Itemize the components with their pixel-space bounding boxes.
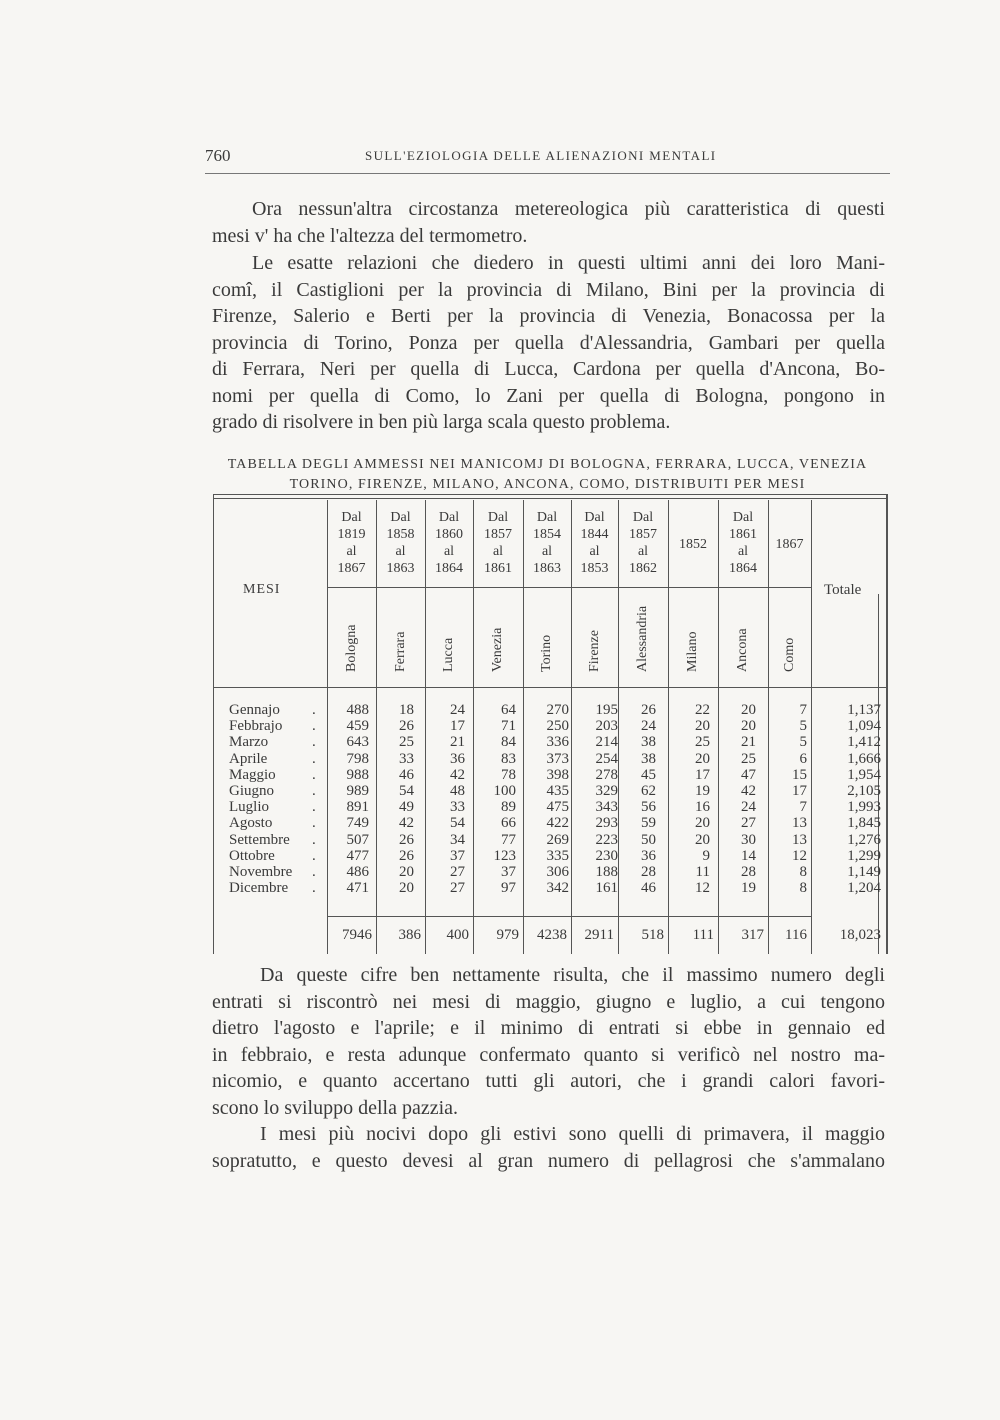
column-period: Dal <box>487 510 509 525</box>
table-cell: 8 <box>799 864 807 880</box>
table-top-rule <box>213 494 888 495</box>
column-total: 979 <box>496 927 519 943</box>
table-cell: 5 <box>799 734 807 751</box>
table-cell: 37 <box>450 847 465 864</box>
column-period: al <box>443 544 455 559</box>
grand-total: 18,023 <box>839 927 881 943</box>
table-cell: 188 <box>595 864 618 880</box>
month-label: Agosto <box>229 815 273 832</box>
column-total: 386 <box>398 927 421 943</box>
table-cell: 28 <box>741 864 756 880</box>
table-cell: 20 <box>399 880 414 897</box>
table-cell: 342 <box>546 880 569 897</box>
table-cell: 24 <box>641 718 656 735</box>
table-cell: 422 <box>546 815 569 832</box>
column-total: 317 <box>741 927 764 943</box>
paragraph-3 <box>212 962 885 1121</box>
row-total: 1,993 <box>847 799 881 816</box>
table-cell: 17 <box>695 766 710 783</box>
month-label: Aprile <box>229 750 268 767</box>
column-period: 1863 <box>386 561 415 576</box>
row-total: 1,845 <box>847 815 881 832</box>
table-cell: 293 <box>595 815 618 832</box>
column-total: 111 <box>692 927 714 943</box>
text-line: in febbraio, e resta adunque confermato quanto si verificò nel nostro ma- <box>212 1043 885 1066</box>
table-cell: 13 <box>792 831 807 848</box>
leader-dot: . <box>312 702 316 718</box>
text-line: entrati si riscontrò nei mesi di maggio, giugno e luglio, a cui tengono <box>212 990 885 1013</box>
table-cell: 37 <box>501 864 516 880</box>
table-cell: 20 <box>695 815 710 832</box>
table-cell: 7 <box>799 799 807 816</box>
table-cell: 24 <box>450 702 465 718</box>
text-line: sopratutto, e questo devesi al gran numero di pellagrosi che s'ammalano <box>212 1149 885 1172</box>
table-cell: 278 <box>595 766 618 783</box>
table-cell: 477 <box>346 847 369 864</box>
paragraph-1 <box>212 196 885 249</box>
row-total: 1,137 <box>847 702 881 718</box>
column-period: Dal <box>632 510 654 525</box>
column-period: al <box>492 544 504 559</box>
table-cell: 30 <box>741 831 756 848</box>
table-cell: 97 <box>501 880 516 897</box>
row-total: 1,412 <box>847 734 881 751</box>
table-cell: 214 <box>595 734 618 751</box>
column-period: 1861 <box>729 527 757 542</box>
column-period: al <box>541 544 553 559</box>
month-label: Luglio <box>229 799 269 816</box>
leader-dot: . <box>312 864 316 880</box>
table-cell: 77 <box>501 831 516 848</box>
table-cell: 20 <box>741 702 756 718</box>
table-cell: 59 <box>641 815 656 832</box>
table-cell: 7 <box>799 702 807 718</box>
text-line: nicomio, e quanto accertano tutti gli autori, che i grandi calori favori- <box>212 1070 885 1092</box>
row-total: 1,094 <box>847 718 881 735</box>
column-place-name: Firenze <box>586 630 602 672</box>
column-period: Dal <box>438 510 460 525</box>
table-cell: 36 <box>450 750 465 767</box>
text-line: Le esatte relazioni che diedero in questi ultimi anni dei loro Mani- <box>252 252 885 274</box>
header-rule <box>205 173 890 174</box>
table-cell: 749 <box>346 815 369 832</box>
column-total: 7946 <box>342 927 372 943</box>
table-cell: 798 <box>346 750 369 767</box>
table-cell: 21 <box>741 734 756 751</box>
column-period: 1863 <box>533 561 561 576</box>
table-cell: 33 <box>399 750 414 767</box>
table-right-rule <box>886 494 888 954</box>
column-period: al <box>737 544 749 559</box>
text-line: di Ferrara, Neri per quella di Lucca, Cardona per quella d'Ancona, Bo- <box>212 358 885 380</box>
table-cell: 38 <box>641 734 656 751</box>
table-cell: 9 <box>702 847 710 864</box>
leader-dot: . <box>312 831 316 848</box>
column-period: 1853 <box>580 561 609 576</box>
table-cell: 25 <box>741 750 756 767</box>
row-total: 1,204 <box>847 880 881 897</box>
table-cell: 15 <box>792 766 807 783</box>
table-cell: 459 <box>346 718 369 735</box>
table-cell: 336 <box>546 734 569 751</box>
table-cell: 19 <box>695 783 710 799</box>
column-period: Dal <box>536 510 558 525</box>
running-title: SULL'EZIOLOGIA DELLE ALIENAZIONI MENTALI <box>365 148 717 163</box>
month-label: Ottobre <box>229 847 275 864</box>
table-cell: 254 <box>595 750 618 767</box>
column-total: 4238 <box>537 927 567 943</box>
table-cell: 49 <box>399 799 414 816</box>
table-cell: 17 <box>792 783 807 799</box>
column-period: 1854 <box>533 527 561 542</box>
table-cell: 488 <box>346 702 369 718</box>
admissions-table <box>213 494 888 954</box>
table-cell: 643 <box>346 734 369 751</box>
table-cell: 83 <box>501 750 516 767</box>
leader-dot: . <box>312 734 316 751</box>
table-cell: 891 <box>346 799 369 816</box>
header-bottom-rule <box>213 687 888 688</box>
table-cell: 27 <box>450 880 465 897</box>
column-place-name: Venezia <box>490 627 505 672</box>
table-cell: 161 <box>595 880 618 897</box>
month-label: Marzo <box>229 734 269 751</box>
table-cell: 306 <box>546 864 569 880</box>
table-cell: 223 <box>595 831 618 848</box>
table-cell: 42 <box>399 815 414 832</box>
column-period: 1864 <box>435 561 463 576</box>
table-cell: 16 <box>695 799 710 816</box>
text-line: comî, il Castiglioni per la provincia di Milano, Bini per la provincia di <box>212 278 885 301</box>
table-caption-line-1: TABELLA DEGLI AMMESSI NEI MANICOMJ DI BOLOGNA, FERRARA, LUCCA, VENEZIA <box>227 457 868 472</box>
table-cell: 34 <box>450 831 465 848</box>
page-number: 760 <box>205 146 231 165</box>
column-period: al <box>637 544 649 559</box>
table-cell: 26 <box>641 702 656 718</box>
month-label: Settembre <box>229 831 290 848</box>
column-period: 1844 <box>580 527 609 542</box>
table-cell: 270 <box>546 702 569 718</box>
table-cell: 28 <box>641 864 656 880</box>
table-cell: 22 <box>695 702 710 718</box>
table-cell: 335 <box>546 847 569 864</box>
table-cell: 33 <box>450 799 465 816</box>
table-cell: 46 <box>399 766 414 783</box>
table-cell: 25 <box>695 734 710 751</box>
text-line: dietro l'agosto e l'aprile; e il minimo di entrati si ebbe in gennaio ed <box>212 1017 885 1039</box>
table-cell: 71 <box>501 718 516 735</box>
table-cell: 66 <box>501 815 516 832</box>
row-total: 1,149 <box>847 864 881 880</box>
row-total: 1,299 <box>847 847 881 864</box>
column-period: 1852 <box>679 537 707 552</box>
table-cell: 27 <box>741 815 756 832</box>
table-cell: 230 <box>595 847 618 864</box>
column-total: 400 <box>446 927 469 943</box>
column-period: 1819 <box>337 527 366 542</box>
column-separator <box>811 500 812 954</box>
text-line: Ora nessun'altra circostanza metereologica più caratteristica di questi <box>252 198 885 220</box>
table-cell: 26 <box>399 831 414 848</box>
table-cell: 21 <box>450 734 465 751</box>
column-period: 1858 <box>386 527 415 542</box>
table-cell: 20 <box>399 864 414 880</box>
text-line: mesi v' ha che l'altezza del termometro. <box>212 224 528 247</box>
table-cell: 42 <box>741 783 756 799</box>
column-total: 518 <box>641 927 664 943</box>
running-head <box>205 146 885 168</box>
column-total: 2911 <box>584 927 614 943</box>
table-cell: 123 <box>493 847 516 864</box>
table-cell: 203 <box>595 718 618 735</box>
table-cell: 471 <box>346 880 369 897</box>
leader-dot: . <box>312 847 316 864</box>
table-cell: 195 <box>595 702 618 718</box>
table-cell: 8 <box>799 880 807 897</box>
text-line: grado di risolvere in ben più larga scala questo problema. <box>212 411 671 433</box>
column-period: 1862 <box>629 561 657 576</box>
table-cell: 343 <box>595 799 618 816</box>
table-cell: 89 <box>501 799 516 816</box>
row-total: 1,276 <box>847 831 881 848</box>
table-cell: 62 <box>641 783 656 799</box>
month-label: Maggio <box>229 766 276 783</box>
table-cell: 19 <box>741 880 756 897</box>
header-mid-rule <box>327 587 811 588</box>
table-cell: 988 <box>346 766 369 783</box>
table-cell: 475 <box>546 799 569 816</box>
month-label: Giugno <box>229 783 274 799</box>
column-place-name: Ferrara <box>392 631 408 672</box>
leader-dot: . <box>312 783 316 799</box>
table-cell: 989 <box>346 783 369 799</box>
column-total: 116 <box>785 927 807 943</box>
text-line: Da queste cifre ben nettamente risulta, che il massimo numero degli <box>260 964 885 986</box>
table-caption-line-2: TORINO, FIRENZE, MILANO, ANCONA, COMO, DISTRIBUITI PER MESI <box>289 477 806 492</box>
table-cell: 27 <box>450 864 465 880</box>
text-line: nomi per quella di Como, lo Zani per quella di Bologna, pongono in <box>212 384 885 407</box>
table-cell: 11 <box>695 864 710 880</box>
table-cell: 47 <box>741 766 756 783</box>
column-period: Dal <box>390 510 411 525</box>
column-place-name: Lucca <box>441 637 456 672</box>
table-cell: 64 <box>501 702 516 718</box>
column-period: 1861 <box>484 561 512 576</box>
month-label: Novembre <box>229 864 293 880</box>
table-cell: 398 <box>546 766 569 783</box>
table-cell: 329 <box>595 783 618 799</box>
table-cell: 45 <box>641 766 656 783</box>
month-label: Dicembre <box>229 880 289 897</box>
table-cell: 25 <box>399 734 414 751</box>
column-period: al <box>589 544 600 559</box>
column-place-name: Bologna <box>343 624 359 672</box>
table-left-rule <box>213 494 214 954</box>
table-cell: 12 <box>695 880 710 897</box>
table-cell: 17 <box>450 718 465 735</box>
column-period: al <box>395 544 406 559</box>
table-cell: 250 <box>546 718 569 735</box>
table-cell: 26 <box>399 718 414 735</box>
table-cell: 54 <box>450 815 465 832</box>
table-cell: 56 <box>641 799 656 816</box>
column-period: al <box>346 544 357 559</box>
row-total: 2,105 <box>847 783 881 799</box>
table-cell: 38 <box>641 750 656 767</box>
table-cell: 48 <box>450 783 465 799</box>
text-line: Firenze, Salerio e Berti per la provincia di Venezia, Bonacossa per la <box>212 305 885 327</box>
table-cell: 20 <box>695 831 710 848</box>
leader-dot: . <box>312 718 316 735</box>
table-cell: 84 <box>501 734 516 751</box>
month-label: Gennajo <box>229 702 280 718</box>
totale-column-label: Totale <box>824 582 862 598</box>
column-place-name: Alessandria <box>635 605 650 672</box>
table-cell: 36 <box>641 847 656 864</box>
table-cell: 50 <box>641 831 656 848</box>
column-place-name: Torino <box>539 634 554 672</box>
paragraph-2 <box>212 250 885 436</box>
column-period: 1857 <box>484 527 512 542</box>
column-period: Dal <box>341 510 362 525</box>
table-cell: 24 <box>741 799 756 816</box>
leader-dot: . <box>312 750 316 767</box>
table-cell: 269 <box>546 831 569 848</box>
month-label: Febbrajo <box>229 718 283 735</box>
leader-dot: . <box>312 799 316 816</box>
table-cell: 26 <box>399 847 414 864</box>
column-period: 1867 <box>337 561 366 576</box>
table-cell: 78 <box>501 766 516 783</box>
table-cell: 20 <box>695 718 710 735</box>
row-total: 1,954 <box>847 766 881 783</box>
column-period: 1857 <box>629 527 657 542</box>
table-cell: 6 <box>799 750 807 767</box>
paragraph-4 <box>212 1121 885 1174</box>
column-place-name: Ancona <box>735 628 750 672</box>
table-cell: 13 <box>792 815 807 832</box>
table-cell: 5 <box>799 718 807 735</box>
column-period: Dal <box>732 510 754 525</box>
column-period: 1867 <box>775 537 804 552</box>
table-cell: 435 <box>546 783 569 799</box>
column-period: Dal <box>584 510 605 525</box>
table-cell: 373 <box>546 750 569 767</box>
leader-dot: . <box>312 815 316 832</box>
table-cell: 12 <box>792 847 807 864</box>
table-top-rule-inner <box>213 498 888 499</box>
totals-top-rule <box>327 916 811 917</box>
table-cell: 486 <box>346 864 369 880</box>
text-line: scono lo sviluppo della pazzia. <box>212 1096 459 1119</box>
mesi-column-label: MESI <box>243 582 281 597</box>
column-period: 1864 <box>729 561 757 576</box>
table-cell: 507 <box>346 831 369 848</box>
column-period: 1860 <box>435 527 463 542</box>
table-cell: 54 <box>399 783 414 799</box>
text-line: I mesi più nocivi dopo gli estivi sono quelli di primavera, il maggio <box>260 1123 885 1145</box>
text-line: provincia di Torino, Ponza per quella d'Alessandria, Gambari per quella <box>212 331 885 354</box>
column-place-name: Milano <box>685 631 700 672</box>
table-cell: 18 <box>399 702 414 718</box>
table-cell: 100 <box>493 783 516 799</box>
leader-dot: . <box>312 766 316 783</box>
column-place-name: Como <box>781 637 797 672</box>
row-total: 1,666 <box>847 750 881 767</box>
table-cell: 20 <box>695 750 710 767</box>
leader-dot: . <box>312 880 316 897</box>
table-cell: 42 <box>450 766 465 783</box>
table-cell: 46 <box>641 880 656 897</box>
table-cell: 20 <box>741 718 756 735</box>
table-cell: 14 <box>741 847 756 864</box>
